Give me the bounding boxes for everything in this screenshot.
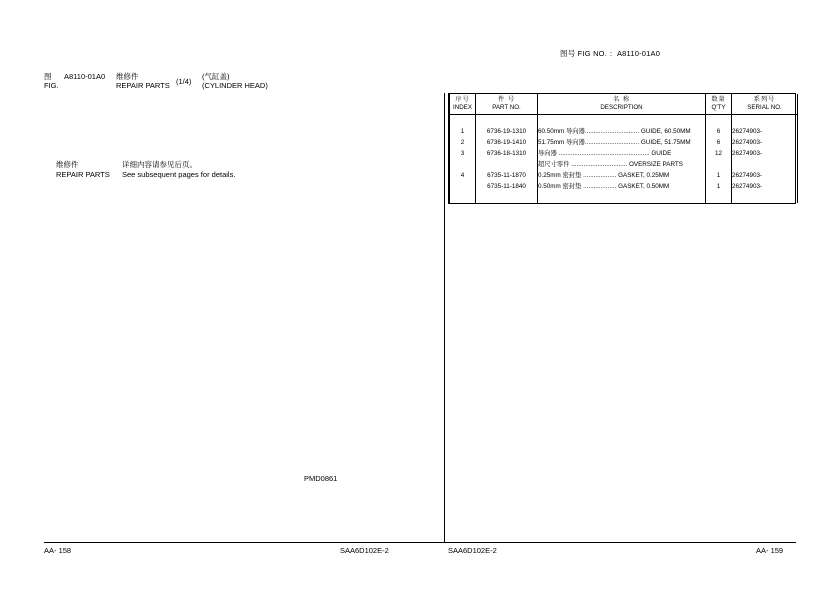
group-name-en: (CYLINDER HEAD) bbox=[202, 81, 268, 91]
cell-index bbox=[450, 159, 476, 170]
table-row bbox=[450, 137, 798, 148]
cell-qty: 1 bbox=[706, 170, 732, 181]
cell-description: 超尺寸零件 ................................ OVERSIZE PARTS bbox=[538, 159, 706, 170]
cell-part-no: 6736-19-1310 bbox=[476, 126, 538, 137]
cell-part-no: 6735-11-1870 bbox=[476, 170, 538, 181]
cell-serial-no: 26274903- bbox=[732, 181, 798, 192]
cell-index bbox=[450, 181, 476, 192]
cell-part-no: 6736-19-1410 bbox=[476, 137, 538, 148]
table-empty-fill bbox=[450, 192, 798, 203]
column-header-index: 序号 INDEX bbox=[450, 94, 476, 114]
cell-description: 51.75mm 导向器............................... GUIDE, 51.75MM bbox=[538, 137, 706, 148]
cell-qty: 6 bbox=[706, 137, 732, 148]
cell-serial-no: 26274903- bbox=[732, 137, 798, 148]
cell-part-no bbox=[476, 159, 538, 170]
column-header-part-no: 件 号 PART NO. bbox=[476, 94, 538, 114]
table-spacer-row bbox=[450, 114, 798, 126]
fig-label-en: FIG. bbox=[44, 81, 59, 91]
cell-serial-no: 26274903- bbox=[732, 170, 798, 181]
repair-parts-cn: 维修件 bbox=[116, 72, 139, 81]
cell-index: 1 bbox=[450, 126, 476, 137]
drawing-code: PMD0861 bbox=[304, 474, 338, 483]
cell-index: 2 bbox=[450, 137, 476, 148]
note-text-cn: 详细内容请参见后页。 bbox=[122, 160, 197, 169]
footer-doc-left: SAA6D102E-2 bbox=[340, 546, 389, 555]
table-row bbox=[450, 181, 798, 192]
cell-part-no: 6736-18-1310 bbox=[476, 148, 538, 159]
parts-table bbox=[449, 94, 798, 203]
cell-part-no: 6735-11-1840 bbox=[476, 181, 538, 192]
cell-qty: 1 bbox=[706, 181, 732, 192]
note-title-cn: 维修件 bbox=[56, 160, 79, 169]
cell-serial-no bbox=[732, 159, 798, 170]
footer-page-left: AA- 158 bbox=[44, 546, 72, 555]
note-title-en: REPAIR PARTS bbox=[56, 169, 110, 179]
cell-qty: 6 bbox=[706, 126, 732, 137]
table-row bbox=[450, 170, 798, 181]
fig-no-header bbox=[560, 48, 660, 59]
fig-no-value: A8110-01A0 bbox=[616, 49, 661, 58]
cell-index: 4 bbox=[450, 170, 476, 181]
cell-description: 60.50mm 导向器............................... GUIDE, 60.50MM bbox=[538, 126, 706, 137]
fig-code: A8110-01A0 bbox=[64, 72, 106, 81]
group-name-cn: (气缸盖) bbox=[202, 72, 230, 81]
fig-label-cn: 图 bbox=[44, 72, 52, 81]
note-text-en: See subsequent pages for details. bbox=[122, 169, 236, 179]
cell-description: 0.50mm 密封垫 ................... GASKET, 0.50MM bbox=[538, 181, 706, 192]
repair-parts-en: REPAIR PARTS bbox=[116, 81, 170, 91]
fig-no-label: 图号 FIG NO. ： bbox=[560, 49, 617, 58]
column-header-serial-no: 系列号 SERIAL NO. bbox=[732, 94, 798, 114]
cell-index: 3 bbox=[450, 148, 476, 159]
column-header-description: 名 称 DESCRIPTION bbox=[538, 94, 706, 114]
footer-rule bbox=[44, 542, 796, 543]
page-divider bbox=[444, 93, 445, 542]
cell-description: 0.25mm 密封垫 ................... GASKET, 0.25MM bbox=[538, 170, 706, 181]
fig-fraction: (1/4) bbox=[176, 77, 192, 86]
cell-qty bbox=[706, 159, 732, 170]
table-row bbox=[450, 148, 798, 159]
footer-page-right: AA- 159 bbox=[756, 546, 784, 555]
column-header-qty: 数量 Q'TY bbox=[706, 94, 732, 114]
cell-qty: 12 bbox=[706, 148, 732, 159]
table-row bbox=[450, 159, 798, 170]
parts-table-body bbox=[450, 114, 798, 203]
table-row bbox=[450, 126, 798, 137]
cell-description: 导向器 .................................................... GUIDE bbox=[538, 148, 706, 159]
footer-doc-right: SAA6D102E-2 bbox=[448, 546, 497, 555]
cell-serial-no: 26274903- bbox=[732, 126, 798, 137]
parts-table-container bbox=[448, 93, 796, 204]
repair-parts-note bbox=[56, 160, 322, 180]
table-header-row bbox=[450, 94, 798, 114]
left-header-block bbox=[44, 72, 282, 91]
cell-serial-no: 26274903- bbox=[732, 148, 798, 159]
